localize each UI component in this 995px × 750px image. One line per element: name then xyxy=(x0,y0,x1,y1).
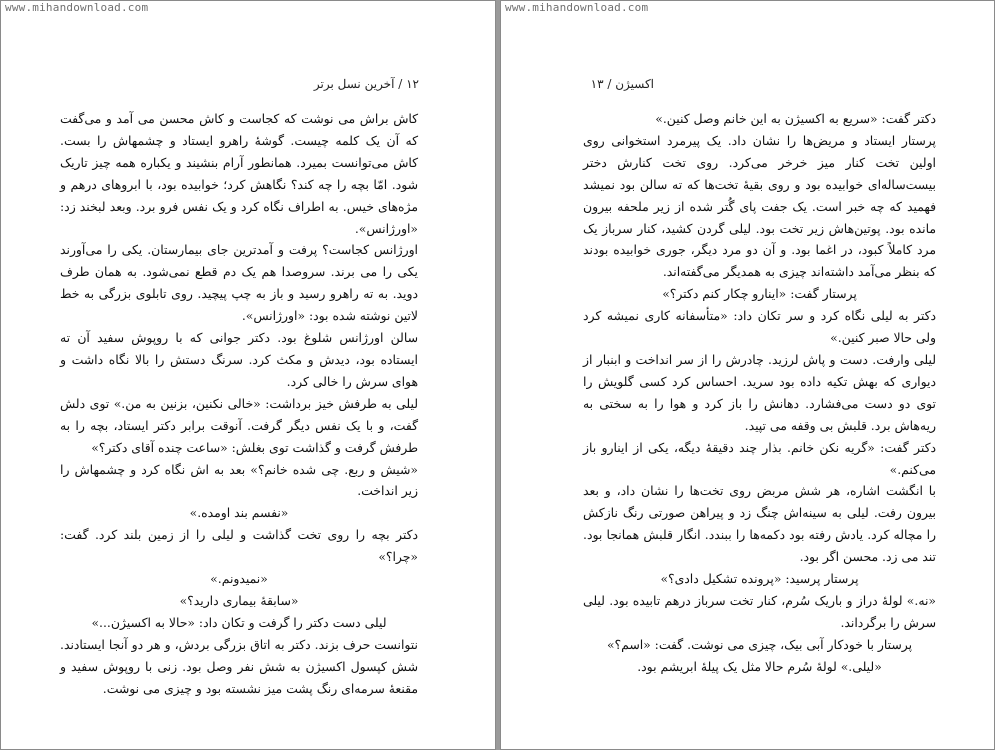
watermark: www.mihandownload.com xyxy=(5,1,149,14)
paragraph: «سابقهٔ بیماری دارید؟» xyxy=(179,592,299,608)
paragraph: دکتر گفت: «سریع به اکسیژن به این خانم وصل کنین.» xyxy=(655,111,936,126)
paragraph: لیلی به طرفش خیز برداشت: «خالی نکنین، بزنین به من.» توی دلش گفت، و با یک نفس دیگر گرفت. آنوقت برابر دکتر ایستاد، بچه را به طرفش گرفت و گذاشت توی بغلش: «ساعت چنده آقای دکتر؟» xyxy=(60,395,418,455)
paragraph: «نفسم بند اومده.» xyxy=(189,505,289,521)
paragraph: کاش براش می نوشت که کجاست و کاش محسن می آمد و می‌گفت که آن یک کلمه چیست. گوشهٔ راهرو ایستاد و چشمهاش را بست. کاش می‌توانست بمیرد. همانطور آرام بنشیند و یکباره همه چیز تاریک شود. امّا بچه را چه کند؟ نگاهش کرد؛ خوابیده بود، با ابروهای درهم و مژه‌های خیس. به اطراف نگاه کرد و یک نفس فرو برد. وبعد لبخند زد: «اورژانس». xyxy=(60,111,418,236)
paragraph: «لیلی.» لولهٔ سُرم حالا مثل یک پیلهٔ ابریشم بود. xyxy=(637,658,882,674)
paragraph: «شیش و ربع. چی شده خانم؟» بعد به اش نگاه کرد و چشمهاش را زیر انداخت. xyxy=(60,461,418,499)
paragraph: «نمیدونم.» xyxy=(210,571,268,587)
running-head: ۱۲ / آخرین نسل برتر xyxy=(313,77,419,91)
paragraph: لیلی وارفت. دست و پاش لرزید. چادرش را از سر انداخت و ابنبار از دیواری که بهش تکیه داده بود سرید. احساس کرد کسی گلویش را توی دو دست می‌فشارد. دهانش را باز کرد و هوا را به سختی به ریه‌هاش برد. قلبش بی وقفه می تپید. xyxy=(583,351,936,433)
paragraph: پرستار گفت: «اینارو چکار کنم دکتر؟» xyxy=(662,286,857,302)
paragraph: اورژانس کجاست؟ پرفت و آمدترین جای بیمارستان. یکی را می‌آورند یکی را می برند. سروصدا هم یک دم قطع نمی‌شود. به همان طرف دوید. به ته راهرو رسید و باز به چپ پیچید. روی تابلوی بزرگی به خط لاتین نوشته شده بود: «اورژانس». xyxy=(60,242,418,324)
paragraph: سالن اورژانس شلوغ بود. دکتر جوانی که با روپوش سفید آن ته ایستاده بود، دیدش و مکث کرد. سرنگ دستش را بالا نگاه داشت و هوای سرش را خالی کرد. xyxy=(60,330,418,389)
paragraph: «نه.» لولهٔ دراز و باریک سُرم، کنار تخت سرباز درهم تابیده بود. لیلی سرش را برگرداند. xyxy=(583,592,936,630)
paragraph: نتوانست حرف بزند. دکتر به اتاق بزرگی بردش، و هر دو آنجا ایستادند. شش کپسول اکسیژن به شش نفر وصل بود. زنی با روپوش سفید و مقنعهٔ سرمه‌ای رنگ پشت میز نشسته بود و چیزی می نوشت. xyxy=(60,636,418,696)
right-page xyxy=(500,0,995,750)
paragraph: دکتر گفت: «گریه نکن خانم. بذار چند دقیقهٔ دیگه، یکی از اینارو باز می‌کنم.» xyxy=(583,439,936,477)
paragraph: با انگشت اشاره، هر شش مربض روی تخت‌ها را نشان داد، و بعد بیرون رفت. لیلی به سینه‌اش چنگ زد و پیراهن صورتی رنگ نازکش را مچاله کرد. یادش رفته بود دکمه‌ها را ببندد. انگار قلبش همانجا بود. تند می زد. محسن اگر بود. xyxy=(583,483,936,565)
paragraph: لیلی دست دکتر را گرفت و تکان داد: «حالا به اکسیژن...» xyxy=(91,614,387,630)
paragraph: دکتر بچه را روی تخت گذاشت و لیلی را از زمین بلند کرد. گفت: «چرا؟» xyxy=(60,527,418,565)
page-text xyxy=(583,108,936,678)
paragraph: پرستار با خودکار آبی بیک، چیزی می نوشت. گفت: «اسم؟» xyxy=(606,636,913,652)
left-page xyxy=(0,0,496,750)
page-text xyxy=(60,108,418,699)
paragraph: دکتر به لیلی نگاه کرد و سر تکان داد: «متأسفانه کاری نمیشه کرد ولی حالا صبر کنین.» xyxy=(583,308,936,346)
running-head: اکسیژن / ۱۳ xyxy=(590,77,654,91)
watermark: www.mihandownload.com xyxy=(505,1,649,14)
paragraph: پرستار ایستاد و مریض‌ها را نشان داد. یک پیرمرد استخوانی روی اولین تخت کنار میز خرخر می‌کرد. روی تخت کنارش دختر بیست‌ساله‌ای خوابیده بود و روی بقیهٔ تخت‌ها که ته سالن بود نمیشد فهمید که چه خبر است. یک جفت پای گُتر شده از زیر ملحفه بیرون مانده بود. پوتین‌هاش زیر تخت بود. لیلی گردن کشید، کنار سرباز یک مرد کاملاً کبود، در اغما بود. و آن دو مرد دیگر، جوری خوابیده بودند که بنظر می‌آمد داشته‌اند چیزی به همدیگر می‌گفته‌اند. xyxy=(583,132,936,280)
paragraph: پرستار پرسید: «پرونده تشکیل دادی؟» xyxy=(660,571,859,587)
